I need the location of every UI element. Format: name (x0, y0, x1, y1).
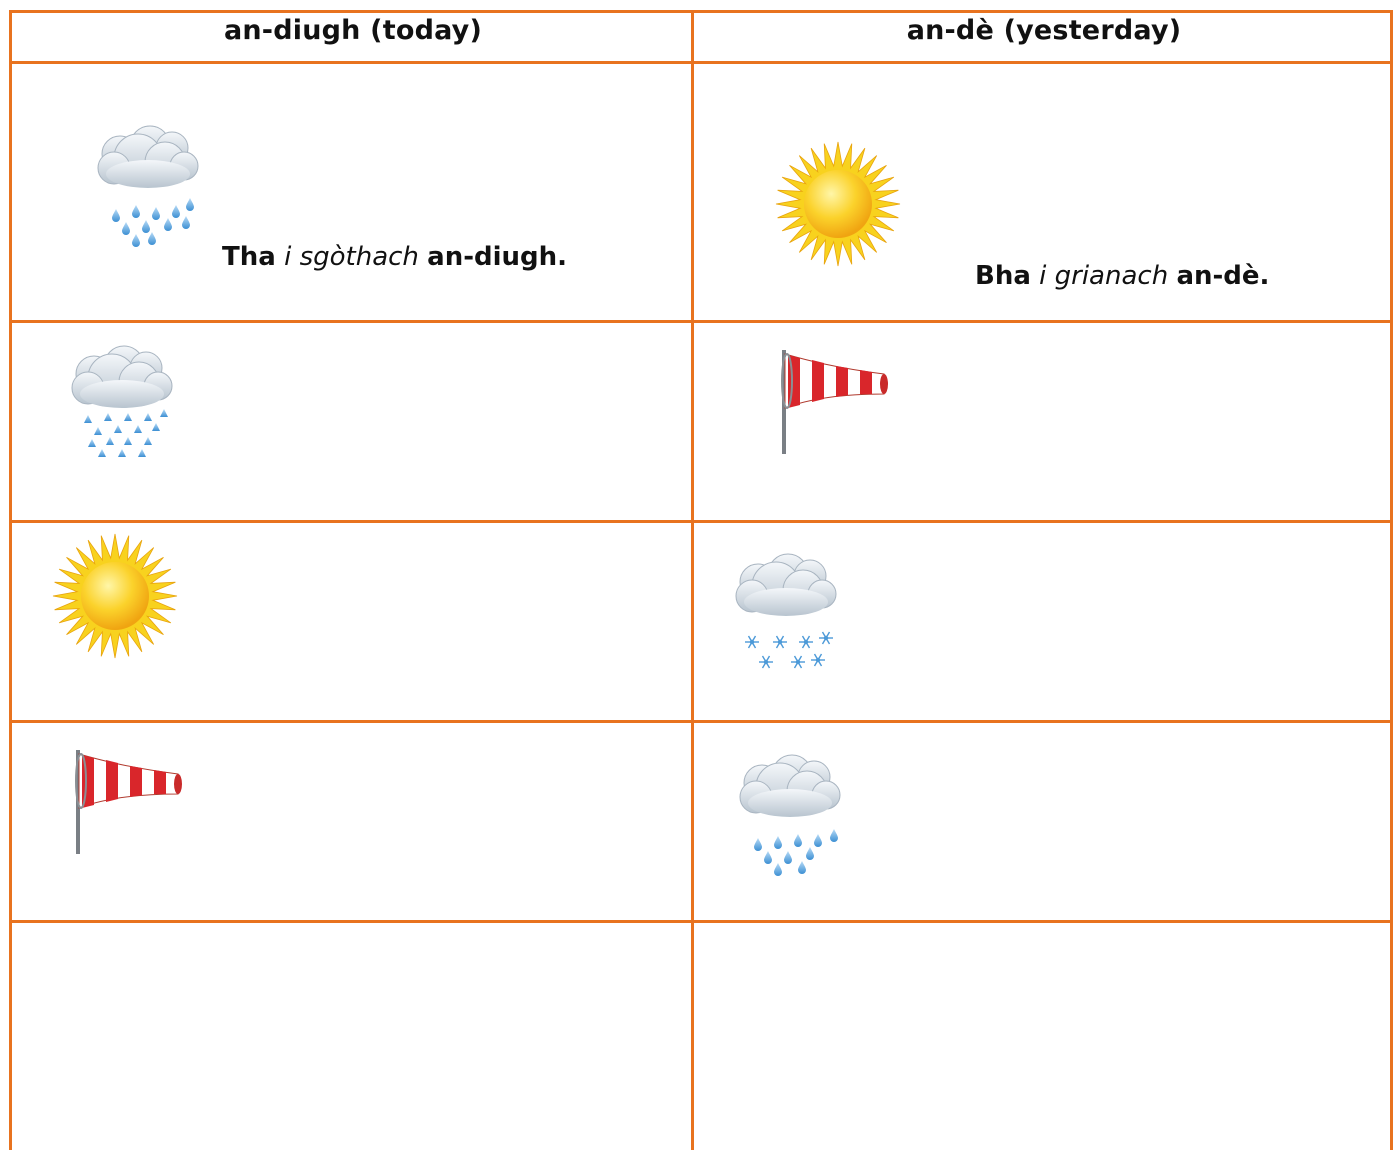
time-word: an-dè. (1176, 261, 1270, 291)
table-border-left (9, 10, 12, 1150)
sun-icon (773, 141, 903, 267)
adjective-word: grianach (1054, 261, 1169, 291)
sleet-cloud-icon (64, 338, 189, 463)
header-today: an-diugh (today) (223, 14, 483, 46)
pronoun-word: i (284, 242, 292, 272)
example-sentence-yesterday (975, 261, 1269, 291)
row-divider-3 (9, 720, 1393, 723)
verb-word: Bha (975, 261, 1031, 291)
verb-word: Tha (222, 242, 276, 272)
weather-table (9, 10, 1393, 1150)
windsock-icon (776, 348, 896, 458)
example-sentence-today (222, 242, 567, 272)
row-divider-2 (9, 520, 1393, 523)
rain-cloud-icon (90, 118, 215, 248)
table-border-right (1390, 10, 1393, 1150)
header-divider (9, 61, 1393, 64)
time-word: an-diugh. (427, 242, 568, 272)
pronoun-word: i (1039, 261, 1047, 291)
rain-cloud-icon (732, 747, 857, 877)
snow-cloud-icon (728, 546, 853, 676)
row-divider-4 (9, 920, 1393, 923)
adjective-word: sgòthach (299, 242, 419, 272)
header-yesterday: an-dè (yesterday) (906, 14, 1182, 46)
row-divider-1 (9, 320, 1393, 323)
windsock-icon (70, 748, 190, 858)
sun-icon (50, 533, 180, 659)
column-divider (691, 10, 694, 1150)
